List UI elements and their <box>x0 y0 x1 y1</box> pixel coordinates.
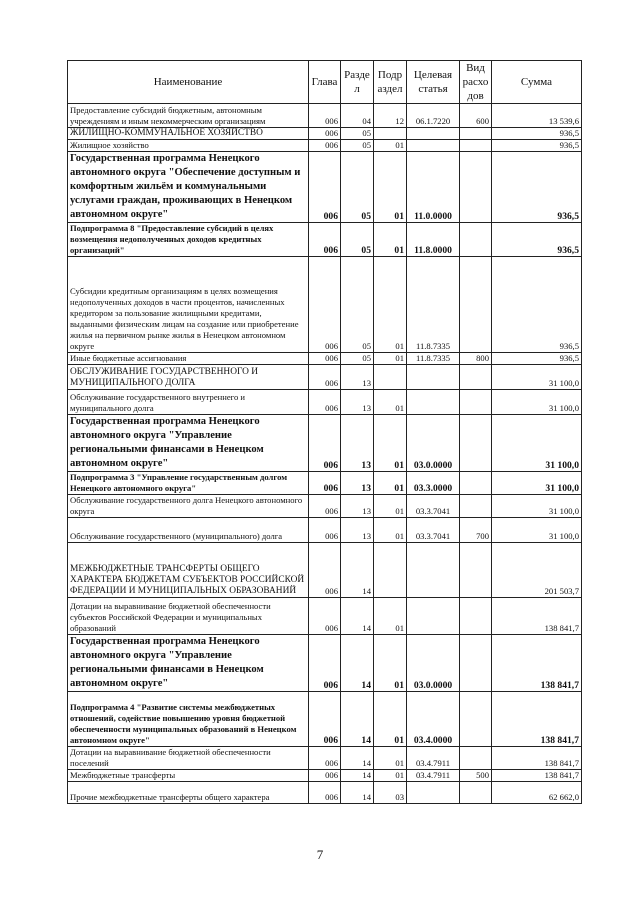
table-row <box>68 140 582 152</box>
table-row <box>68 104 582 128</box>
row-sum: 936,5 <box>492 223 582 257</box>
row-podrazdel: 12 <box>374 104 407 128</box>
row-razdel: 13 <box>341 415 374 472</box>
row-glava: 006 <box>309 140 341 152</box>
row-podrazdel: 01 <box>374 223 407 257</box>
row-razdel: 13 <box>341 365 374 390</box>
row-name: Подпрограмма 4 "Развитие системы межбюджетных отношений, содействие повышению уровня бюджетной обеспеченности муниципальных образований в Ненецком автономном округе" <box>68 692 309 747</box>
row-name: Прочие межбюджетные трансферты общего характера <box>68 782 309 804</box>
row-podrazdel <box>374 128 407 140</box>
row-vid: 700 <box>460 518 492 543</box>
row-target <box>407 365 460 390</box>
row-glava: 006 <box>309 390 341 415</box>
row-target: 11.0.0000 <box>407 152 460 223</box>
row-razdel: 13 <box>341 390 374 415</box>
table-row <box>68 495 582 518</box>
row-glava: 006 <box>309 365 341 390</box>
row-target <box>407 782 460 804</box>
row-glava: 006 <box>309 415 341 472</box>
row-sum: 936,5 <box>492 353 582 365</box>
row-podrazdel: 01 <box>374 635 407 692</box>
row-name: Обслуживание государственного долга Ненецкого автономного округа <box>68 495 309 518</box>
row-podrazdel: 01 <box>374 257 407 353</box>
row-razdel: 14 <box>341 770 374 782</box>
row-name: Жилищное хозяйство <box>68 140 309 152</box>
row-vid <box>460 152 492 223</box>
header-name: Наименование <box>68 61 309 104</box>
row-sum: 31 100,0 <box>492 518 582 543</box>
row-podrazdel <box>374 543 407 598</box>
row-vid <box>460 635 492 692</box>
row-razdel: 05 <box>341 223 374 257</box>
row-vid: 600 <box>460 104 492 128</box>
row-vid <box>460 543 492 598</box>
row-name: ОБСЛУЖИВАНИЕ ГОСУДАРСТВЕННОГО И МУНИЦИПАЛЬНОГО ДОЛГА <box>68 365 309 390</box>
row-glava: 006 <box>309 495 341 518</box>
table-header-row <box>68 61 582 104</box>
row-vid <box>460 257 492 353</box>
row-vid <box>460 495 492 518</box>
row-target: 11.8.7335 <box>407 257 460 353</box>
row-sum: 936,5 <box>492 152 582 223</box>
row-vid <box>460 692 492 747</box>
header-target: Целевая статья <box>407 61 460 104</box>
row-glava: 006 <box>309 543 341 598</box>
row-glava: 006 <box>309 152 341 223</box>
header-sum: Сумма <box>492 61 582 104</box>
row-podrazdel: 01 <box>374 353 407 365</box>
row-podrazdel <box>374 365 407 390</box>
row-target: 03.3.7041 <box>407 518 460 543</box>
table-row <box>68 257 582 353</box>
row-razdel: 13 <box>341 472 374 495</box>
row-vid: 800 <box>460 353 492 365</box>
row-name: Подпрограмма 8 "Предоставление субсидий в целях возмещения недополученных доходов кредитных организаций" <box>68 223 309 257</box>
table-row <box>68 223 582 257</box>
row-razdel: 05 <box>341 257 374 353</box>
row-glava: 006 <box>309 472 341 495</box>
row-vid <box>460 140 492 152</box>
row-name: Государственная программа Ненецкого автономного округа "Обеспечение доступным и комфортным жильём и коммунальными услугами граждан, проживающих в Ненецком автономном округе" <box>68 152 309 223</box>
row-podrazdel: 01 <box>374 747 407 770</box>
table-row <box>68 543 582 598</box>
table-row <box>68 128 582 140</box>
row-vid <box>460 128 492 140</box>
row-target <box>407 598 460 635</box>
row-vid <box>460 782 492 804</box>
row-vid <box>460 472 492 495</box>
page-number: 7 <box>316 847 324 862</box>
row-vid <box>460 415 492 472</box>
row-glava: 006 <box>309 692 341 747</box>
table-row <box>68 152 582 223</box>
row-target: 11.8.0000 <box>407 223 460 257</box>
header-razdel: Разде л <box>341 61 374 104</box>
table-row <box>68 365 582 390</box>
row-glava: 006 <box>309 770 341 782</box>
row-sum: 13 539,6 <box>492 104 582 128</box>
row-sum: 62 662,0 <box>492 782 582 804</box>
row-target: 03.4.7911 <box>407 747 460 770</box>
row-target: 03.0.0000 <box>407 635 460 692</box>
table-row <box>68 598 582 635</box>
row-target: 03.3.7041 <box>407 495 460 518</box>
row-sum: 31 100,0 <box>492 472 582 495</box>
row-target: 03.4.7911 <box>407 770 460 782</box>
header-glava: Глава <box>309 61 341 104</box>
table-row <box>68 770 582 782</box>
row-glava: 006 <box>309 223 341 257</box>
row-glava: 006 <box>309 128 341 140</box>
row-vid <box>460 365 492 390</box>
row-sum: 138 841,7 <box>492 692 582 747</box>
row-razdel: 14 <box>341 543 374 598</box>
row-sum: 201 503,7 <box>492 543 582 598</box>
table-row <box>68 415 582 472</box>
header-vid: Вид расхо дов <box>460 61 492 104</box>
row-podrazdel: 03 <box>374 782 407 804</box>
row-name: Субсидии кредитным организациям в целях возмещения недополученных доходов в части процентов, начисленных кредитором за пользование жилищными кредитами, выданными физическим лицам на создание или приобретение жилья на первичном рынке жилья в Ненецком автономном округе <box>68 257 309 353</box>
row-podrazdel: 01 <box>374 770 407 782</box>
row-vid: 500 <box>460 770 492 782</box>
table-row <box>68 472 582 495</box>
row-glava: 006 <box>309 353 341 365</box>
row-target <box>407 543 460 598</box>
row-sum: 936,5 <box>492 257 582 353</box>
row-glava: 006 <box>309 782 341 804</box>
row-target: 11.8.7335 <box>407 353 460 365</box>
row-vid <box>460 390 492 415</box>
row-sum: 138 841,7 <box>492 770 582 782</box>
row-podrazdel: 01 <box>374 598 407 635</box>
row-podrazdel: 01 <box>374 415 407 472</box>
row-name: Дотации на выравнивание бюджетной обеспеченности субъектов Российской Федерации и муниципальных образований <box>68 598 309 635</box>
row-razdel: 14 <box>341 598 374 635</box>
row-razdel: 05 <box>341 353 374 365</box>
header-podrazdel: Подр аздел <box>374 61 407 104</box>
row-glava: 006 <box>309 518 341 543</box>
row-name: Подпрограмма 3 "Управление государственным долгом Ненецкого автономного округа" <box>68 472 309 495</box>
table-row <box>68 692 582 747</box>
row-razdel: 05 <box>341 128 374 140</box>
row-razdel: 13 <box>341 495 374 518</box>
row-podrazdel: 01 <box>374 390 407 415</box>
row-vid <box>460 747 492 770</box>
table-row <box>68 782 582 804</box>
row-glava: 006 <box>309 104 341 128</box>
row-target: 03.3.0000 <box>407 472 460 495</box>
row-podrazdel: 01 <box>374 140 407 152</box>
row-target <box>407 140 460 152</box>
row-name: ЖИЛИЩНО-КОММУНАЛЬНОЕ ХОЗЯЙСТВО <box>68 128 309 140</box>
table-row <box>68 390 582 415</box>
row-podrazdel: 01 <box>374 495 407 518</box>
row-name: Иные бюджетные ассигнования <box>68 353 309 365</box>
row-vid <box>460 598 492 635</box>
row-name: Межбюджетные трансферты <box>68 770 309 782</box>
row-name: Государственная программа Ненецкого автономного округа "Управление региональными финансами в Ненецком автономном округе" <box>68 635 309 692</box>
row-name: Государственная программа Ненецкого автономного округа "Управление региональными финансами в Ненецком автономном округе" <box>68 415 309 472</box>
row-target <box>407 390 460 415</box>
row-target: 06.1.7220 <box>407 104 460 128</box>
row-sum: 31 100,0 <box>492 390 582 415</box>
row-razdel: 05 <box>341 140 374 152</box>
row-razdel: 14 <box>341 635 374 692</box>
table-row <box>68 353 582 365</box>
row-razdel: 04 <box>341 104 374 128</box>
row-razdel: 14 <box>341 782 374 804</box>
row-target: 03.0.0000 <box>407 415 460 472</box>
row-name: МЕЖБЮДЖЕТНЫЕ ТРАНСФЕРТЫ ОБЩЕГО ХАРАКТЕРА БЮДЖЕТАМ СУБЪЕКТОВ РОССИЙСКОЙ ФЕДЕРАЦИИ И МУНИЦИПАЛЬНЫХ ОБРАЗОВАНИЙ <box>68 543 309 598</box>
table-row <box>68 518 582 543</box>
table-row <box>68 747 582 770</box>
row-razdel: 13 <box>341 518 374 543</box>
row-sum: 31 100,0 <box>492 495 582 518</box>
row-target <box>407 128 460 140</box>
row-sum: 936,5 <box>492 128 582 140</box>
row-glava: 006 <box>309 747 341 770</box>
row-name: Дотации на выравнивание бюджетной обеспеченности поселений <box>68 747 309 770</box>
row-vid <box>460 223 492 257</box>
row-target: 03.4.0000 <box>407 692 460 747</box>
row-name: Обслуживание государственного (муниципального) долга <box>68 518 309 543</box>
row-razdel: 14 <box>341 692 374 747</box>
table-row <box>68 635 582 692</box>
row-podrazdel: 01 <box>374 692 407 747</box>
row-glava: 006 <box>309 257 341 353</box>
row-podrazdel: 01 <box>374 152 407 223</box>
row-sum: 31 100,0 <box>492 415 582 472</box>
table-body <box>68 104 582 804</box>
row-sum: 31 100,0 <box>492 365 582 390</box>
row-sum: 138 841,7 <box>492 747 582 770</box>
row-sum: 138 841,7 <box>492 635 582 692</box>
row-name: Обслуживание государственного внутреннего и муниципального долга <box>68 390 309 415</box>
row-podrazdel: 01 <box>374 518 407 543</box>
row-glava: 006 <box>309 635 341 692</box>
row-razdel: 05 <box>341 152 374 223</box>
row-name: Предоставление субсидий бюджетным, автономным учреждениям и иным некоммерческим организациям <box>68 104 309 128</box>
row-sum: 138 841,7 <box>492 598 582 635</box>
row-glava: 006 <box>309 598 341 635</box>
row-podrazdel: 01 <box>374 472 407 495</box>
row-sum: 936,5 <box>492 140 582 152</box>
budget-document <box>67 60 581 804</box>
row-razdel: 14 <box>341 747 374 770</box>
budget-table <box>67 60 582 804</box>
